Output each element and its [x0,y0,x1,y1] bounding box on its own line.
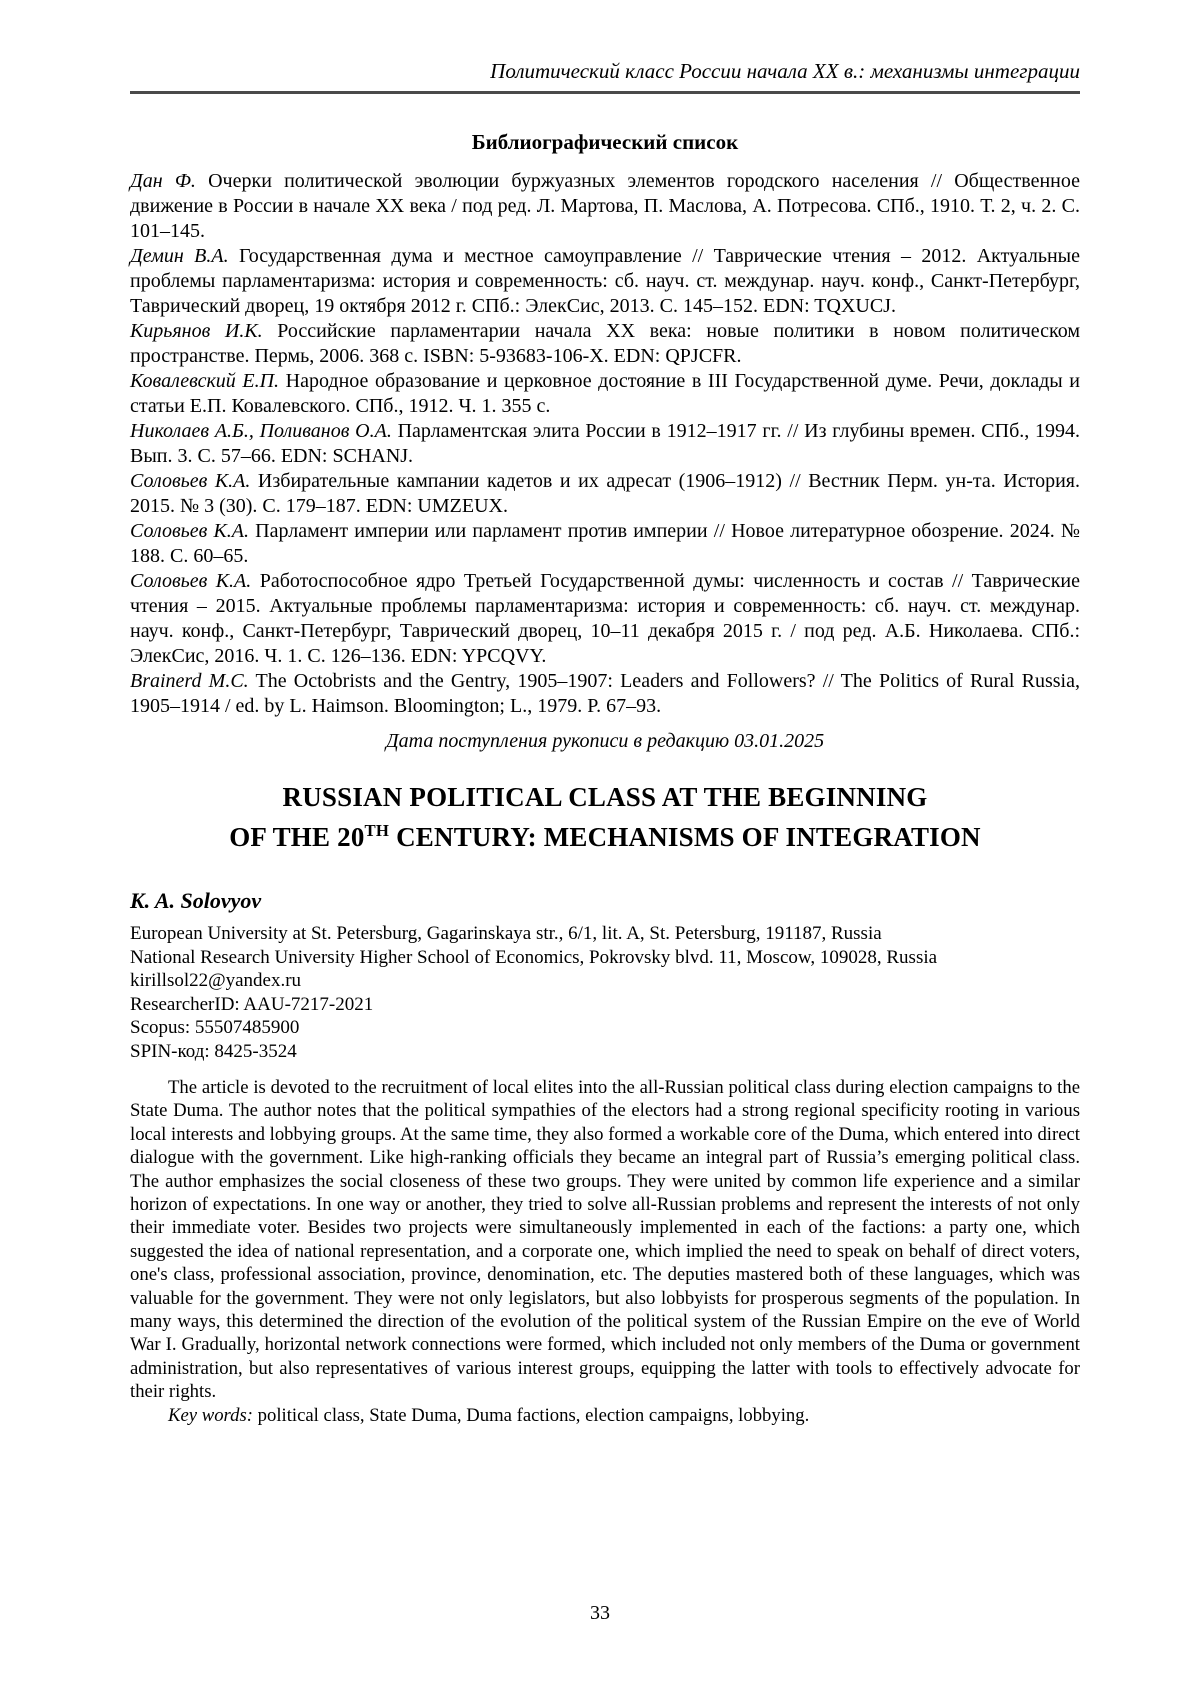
entry-text: Государственная дума и местное самоуправление // Таврические чтения – 2012. Актуальные проблемы парламентаризма: история и современность: сб. науч. ст. междунар. науч. конф., Санкт-Петербург, Таврический дворец, 19 октября 2012 г. СПб.: ЭлекСис, 2013. С. 145–152. EDN: TQXUCJ. [130,245,1080,317]
article-title [130,780,1080,854]
received-date-note: Дата поступления рукописи в редакцию 03.01.2025 [385,730,825,752]
keywords-text: political class, State Duma, Duma factions, election campaigns, lobbying. [252,1404,810,1426]
entry-text: Очерки политической эволюции буржуазных элементов городского населения // Общественное движение в России в начале XX века / под ред. Л. Мартова, П. Маслова, А. Потресова. СПб., 1910. Т. 2, ч. 2. С. 101–145. [130,170,1080,242]
entry-text: Парламентская элита России в 1912–1917 гг. // Из глубины времен. СПб., 1994. Вып. 3. С. 57–66. EDN: SCHANJ. [130,420,1080,467]
entry-authors: Демин В.А. [130,245,229,267]
entry-authors: Ковалевский Е.П. [130,370,280,392]
article-title-line1: RUSSIAN POLITICAL CLASS AT THE BEGINNING [282,782,928,812]
entry-authors: Соловьев К.А. [130,570,252,592]
entry-text: The Octobrists and the Gentry, 1905–1907: Leaders and Followers? // The Politics of Rural Russia, 1905–1914 / ed. by L. Haimson. Bloomington; L., 1979. P. 67–93. [130,670,1080,717]
researcher-id: ResearcherID: AAU-7217-2021 [130,993,374,1015]
article-author: K. A. Solovyov [130,888,262,913]
article-title-line2-suffix: CENTURY: MECHANISMS OF INTEGRATION [389,822,981,852]
article-title-line2-prefix: OF THE 20 [229,822,365,852]
bibliography [130,169,1080,719]
entry-text: Российские парламентарии начала XX века: новые политики в новом политическом пространстве. Пермь, 2006. 368 с. ISBN: 5-93683-106-X. EDN: QPJCFR. [130,320,1080,367]
scopus-id: Scopus: 55507485900 [130,1017,300,1038]
entry-text: Парламент империи или парламент против империи // Новое литературное обозрение. 2024. № 188. С. 60–65. [130,520,1080,567]
bibliography-heading: Библиографический список [471,130,739,154]
entry-authors: Николаев А.Б., Поливанов О.А. [130,420,392,442]
bibliography-entry [130,244,1080,319]
entry-authors: Brainerd M.C. [130,670,249,692]
bibliography-entry [130,169,1080,244]
article-title-superscript: TH [364,821,390,840]
bibliography-entry [130,569,1080,669]
bibliography-entry [130,319,1080,369]
abstract-text: The article is devoted to the recruitment of local elites into the all-Russian political class during election campaigns to the State Duma. The author notes that the political sympathies of the electors had a strong regional specificity rooting in various local interests and lobbying groups. At the same time, they also formed a workable core of the Duma, which entered into direct dialogue with the government. Like high-ranking officials they became an integral part of Russia’s emerging political class. The author emphasizes the social closeness of these two groups. They were united by common life experience and a similar horizon of expectations. In one way or another, they tried to solve all-Russian problems and represent the interests of not only their immediate voter. Besides two projects were simultaneously implemented in each of the factions: a party one, which suggested the idea of national representation, and a corporate one, which implied the need to speak on behalf of direct voters, one's class, professional association, province, denomination, etc. The deputies mastered both of these languages, which was valuable for the government. They were not only legislators, but also lobbyists for prosperous segments of the population. In many ways, this determined the direction of the evolution of the political system of the Russian Empire on the eve of World War I. Gradually, horizontal network connections were formed, which included not only members of the Duma or government administration, but also representatives of various interest groups, equipping the latter with tools to effectively advocate for their rights. [130,1077,1080,1403]
bibliography-entry [130,419,1080,469]
entry-authors: Соловьев К.А. [130,520,249,542]
bibliography-entry [130,369,1080,419]
entry-text: Народное образование и церковное достояние в III Государственной думе. Речи, доклады и статьи Е.П. Ковалевского. СПб., 1912. Ч. 1. 355 с. [130,370,1080,417]
entry-authors: Соловьев К.А. [130,470,251,492]
header-rule [130,91,1080,94]
bibliography-entry [130,519,1080,569]
keywords-line [130,1404,1080,1427]
affiliation-line: National Research University Higher School of Economics, Pokrovsky blvd. 11, Moscow, 109028, Russia [130,946,938,968]
entry-text: Работоспособное ядро Третьей Государственной думы: численность и состав // Таврические чтения – 2015. Актуальные проблемы парламентаризма: история и современность: сб. науч. ст. междунар. науч. конф., Санкт-Петербург, Таврический дворец, 10–11 декабря 2015 г. / под ред. А.Б. Николаева. СПб.: ЭлекСис, 2016. Ч. 1. С. 126–136. EDN: YPCQVY. [130,570,1080,667]
author-email: kirillsol22@yandex.ru [130,970,302,991]
spin-code: SPIN-код: 8425-3524 [130,1040,297,1062]
affiliation-line: European University at St. Petersburg, Gagarinskaya str., 6/1, lit. A, St. Petersburg, 191187, Russia [130,923,882,944]
running-header: Политический класс России начала XX в.: механизмы интеграции [490,59,1080,83]
keywords-label: Key words: [168,1404,253,1426]
page-number: 33 [590,1602,610,1624]
author-affiliations [130,922,1080,1063]
bibliography-entry [130,469,1080,519]
entry-authors: Кирьянов И.К. [130,320,263,342]
bibliography-entry [130,669,1080,719]
entry-authors: Дан Ф. [130,170,196,192]
entry-text: Избирательные кампании кадетов и их адресат (1906–1912) // Вестник Перм. ун-та. История. 2015. № 3 (30). С. 179–187. EDN: UMZEUX. [130,470,1080,517]
